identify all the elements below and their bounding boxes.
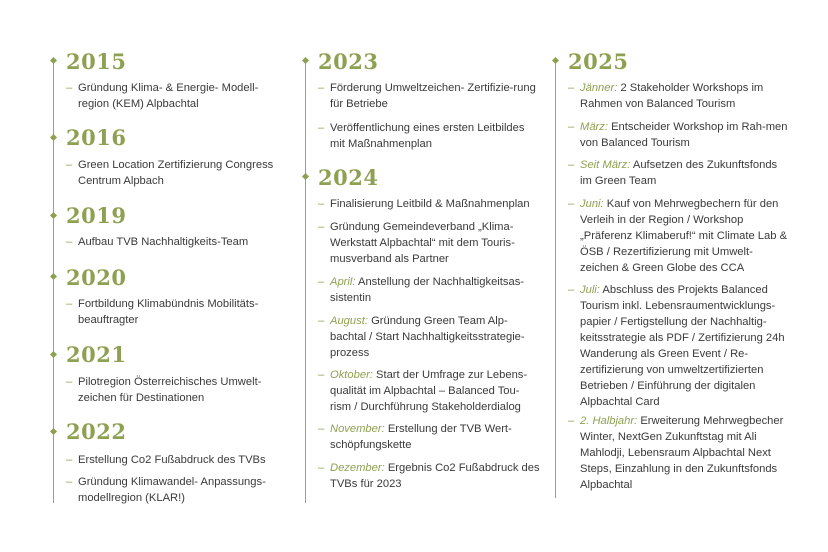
year-heading: 2025 [568, 49, 629, 74]
dash-marker: – [66, 236, 73, 248]
dash-marker: – [66, 476, 73, 488]
timeline-entry: – Gründung Gemeindeverband „Klima-Werkstatt Alpbachtal“ mit dem Touris-musverband als Partner [318, 221, 515, 265]
dash-marker: – [568, 415, 575, 427]
timeline-line [53, 58, 54, 503]
dash-marker: – [568, 121, 575, 133]
timeline-entry: – Dezember: Ergebnis Co2 Fußabdruck des TVBs für 2023 [318, 462, 540, 490]
timeline-entry: – Juni: Kauf von Mehrwegbechern für den Verleih in der Region / Workshop „Präferenz Klimaberuf!“ mit Climate Lab & ÖSB / Rezertifizierung mit Umwelt-zeichen & Green Globe des CCA [568, 198, 788, 274]
month-label: Seit März: [580, 159, 631, 171]
dash-marker: – [66, 159, 73, 171]
timeline-entry: – Juli: Abschluss des Projekts Balanced Tourism inkl. Lebensraumentwicklungs-papier / Fertigstellung der Nachhaltig-keitsstrategie als PDF / Zertifizierung 24h Wanderung als Green Event / Re-zertifizierung von umweltzertifizierten Betrieben / Einführung der digitalen Alpbachtal Card [568, 284, 785, 408]
month-label: August: [330, 315, 368, 327]
timeline-entry: – Fortbildung Klimabündnis Mobilitäts-beauftragter [66, 298, 259, 326]
dash-marker: – [318, 122, 325, 134]
timeline-entry: – Gründung Klima- & Energie- Modell-region (KEM) Alpbachtal [66, 82, 259, 110]
year-marker [302, 57, 309, 64]
dash-marker: – [66, 376, 73, 388]
month-label: Juli: [580, 284, 600, 296]
dash-marker: – [66, 82, 73, 94]
year-marker [50, 428, 57, 435]
month-label: Oktober: [330, 369, 373, 381]
year-marker [50, 134, 57, 141]
year-marker [50, 273, 57, 280]
dash-marker: – [318, 423, 325, 435]
year-heading: 2024 [318, 165, 379, 190]
dash-marker: – [318, 276, 325, 288]
month-label: Juni: [580, 198, 604, 210]
month-label: November: [330, 423, 385, 435]
dash-marker: – [318, 82, 325, 94]
year-heading: 2016 [66, 125, 127, 150]
dash-marker: – [318, 462, 325, 474]
timeline-column-2 [290, 0, 550, 552]
timeline-line [305, 58, 306, 503]
dash-marker: – [568, 284, 575, 296]
timeline-entry: – Jänner: 2 Stakeholder Workshops im Rahmen von Balanced Tourism [568, 82, 764, 110]
timeline-entry: – Seit März: Aufsetzen des Zukunftsfonds im Green Team [568, 159, 778, 187]
year-marker [552, 57, 559, 64]
timeline-entry: – Gründung Klimawandel- Anpassungs-modellregion (KLAR!) [66, 476, 266, 504]
timeline-entry: – Oktober: Start der Umfrage zur Lebens-qualität im Alpbachtal – Balanced Tou-rism / Durchführung Stakeholderdialog [318, 369, 528, 413]
timeline-entry: – Förderung Umweltzeichen- Zertifizie-rung für Betriebe [318, 82, 536, 110]
year-heading: 2022 [66, 419, 127, 444]
month-label: April: [330, 276, 356, 288]
dash-marker: – [568, 198, 575, 210]
timeline-entry: – Aufbau TVB Nachhaltigkeits-Team [66, 236, 249, 248]
month-label: Dezember: [330, 462, 385, 474]
timeline-line [555, 58, 556, 498]
month-label: März: [580, 121, 608, 133]
year-heading: 2021 [66, 342, 127, 367]
dash-marker: – [66, 454, 73, 466]
timeline-column-3 [540, 0, 828, 552]
month-label: Jänner: [580, 82, 618, 94]
timeline-entry: – Erstellung Co2 Fußabdruck des TVBs [66, 454, 266, 466]
dash-marker: – [318, 315, 325, 327]
dash-marker: – [568, 82, 575, 94]
timeline-entry: – März: Entscheider Workshop im Rah-men von Balanced Tourism [568, 121, 788, 149]
dash-marker: – [568, 159, 575, 171]
timeline-entry: – Pilotregion Österreichisches Umwelt-zeichen für Destinationen [66, 376, 262, 404]
timeline-entry: – April: Anstellung der Nachhaltigkeitsas-sistentin [318, 276, 525, 304]
timeline-entry: – November: Erstellung der TVB Wert-schöpfungskette [318, 423, 512, 451]
timeline-entry: – Veröffentlichung eines ersten Leitbildes mit Maßnahmenplan [318, 122, 525, 150]
timeline-entry: – 2. Halbjahr: Erweiterung Mehrwegbecher Winter, NextGen Zukunftstag mit Ali Mahlodji, Lebensraum Alpbachtal Next Steps, Einzahlung in den Zukunftsfonds Alpbachtal [568, 415, 784, 491]
year-heading: 2015 [66, 49, 127, 74]
year-heading: 2019 [66, 203, 127, 228]
dash-marker: – [318, 198, 325, 210]
dash-marker: – [318, 369, 325, 381]
year-marker [302, 173, 309, 180]
year-heading: 2023 [318, 49, 379, 74]
dash-marker: – [318, 221, 325, 233]
year-marker [50, 351, 57, 358]
year-marker [50, 57, 57, 64]
year-marker [50, 212, 57, 219]
year-heading: 2020 [66, 265, 127, 290]
timeline-entry: – Finalisierung Leitbild & Maßnahmenplan [318, 198, 530, 210]
timeline-column-1 [0, 0, 290, 552]
timeline-entry: – Green Location Zertifizierung Congress Centrum Alpbach [66, 159, 274, 187]
timeline-entry: – August: Gründung Green Team Alp-bachtal / Start Nachhaltigkeitsstrategie-prozess [318, 315, 525, 359]
month-label: 2. Halbjahr: [580, 415, 638, 427]
dash-marker: – [66, 298, 73, 310]
